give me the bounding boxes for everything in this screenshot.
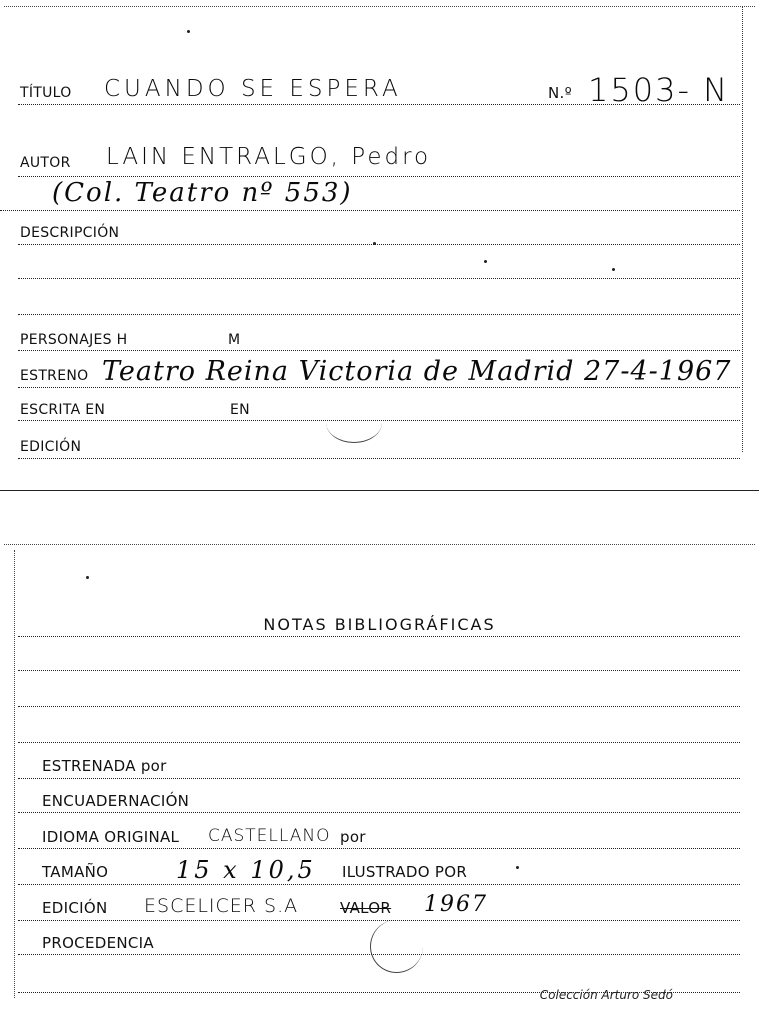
descripcion-line-3 xyxy=(18,314,740,315)
collection-credit: Colección Arturo Sedó xyxy=(539,988,673,1002)
descripcion-line-2 xyxy=(18,278,740,279)
escrita-en-label: EN xyxy=(230,402,250,418)
descripcion-label: DESCRIPCIÓN xyxy=(20,225,120,241)
notas-heading: NOTAS BIBLIOGRÁFICAS xyxy=(263,615,496,634)
estreno-label: ESTRENO xyxy=(20,368,89,384)
edicion-back-label: EDICIÓN xyxy=(42,899,108,917)
personajes-line xyxy=(18,350,740,351)
ilustrado-label: ILUSTRADO POR xyxy=(342,863,468,881)
scan-speck xyxy=(516,866,519,869)
card-right-edge xyxy=(742,6,743,452)
autor-label: AUTOR xyxy=(20,155,71,171)
edicion-back-value: ESCELICER S.A xyxy=(144,895,299,917)
titulo-line xyxy=(18,104,740,105)
idioma-line xyxy=(18,848,740,849)
catalog-card-front xyxy=(0,0,759,492)
estrenada-line xyxy=(18,778,740,779)
scan-speck xyxy=(612,268,615,271)
notas-line-4 xyxy=(18,742,740,743)
numero-label: N.º xyxy=(548,84,572,102)
escrita-label: ESCRITA EN xyxy=(20,402,106,418)
personajes-label: PERSONAJES H xyxy=(20,332,128,348)
estreno-value: Teatro Reina Victoria de Madrid 27-4-1967 xyxy=(102,356,732,387)
autor-line xyxy=(18,176,740,177)
descripcion-line-1 xyxy=(18,244,740,245)
notas-line-1 xyxy=(18,636,740,637)
punch-hole-mark-back xyxy=(370,920,423,973)
estreno-line xyxy=(18,387,740,388)
autor-line-2 xyxy=(0,210,740,211)
personajes-m-label: M xyxy=(228,332,241,348)
edicion-line xyxy=(18,458,740,459)
titulo-value: CUANDO SE ESPERA xyxy=(104,76,402,102)
tamano-value: 15 x 10,5 xyxy=(176,856,316,884)
procedencia-line xyxy=(18,954,740,955)
catalog-card-back xyxy=(0,540,759,1028)
autor-note: (Col. Teatro nº 553) xyxy=(52,178,353,208)
titulo-label: TÍTULO xyxy=(20,85,72,101)
notas-line-3 xyxy=(18,706,740,707)
valor-label: VALOR xyxy=(340,899,392,917)
estrenada-label: ESTRENADA por xyxy=(42,757,167,775)
encuadernacion-line xyxy=(18,812,740,813)
edicion-label: EDICIÓN xyxy=(20,439,82,455)
procedencia-label: PROCEDENCIA xyxy=(42,934,154,952)
autor-value: LAIN ENTRALGO, Pedro xyxy=(106,144,432,170)
card-top-edge xyxy=(4,6,755,7)
card-front-bottom-edge xyxy=(0,490,759,491)
encuadernacion-label: ENCUADERNACIÓN xyxy=(42,792,190,810)
notas-line-2 xyxy=(18,670,740,671)
edicion-year: 1967 xyxy=(424,892,488,917)
idioma-label: IDIOMA ORIGINAL xyxy=(42,828,180,846)
edicion-back-line xyxy=(18,920,740,921)
tamano-line xyxy=(18,884,740,885)
numero-value: 1503- N xyxy=(588,71,730,109)
tamano-label: TAMAÑO xyxy=(42,863,109,881)
scan-speck xyxy=(187,30,190,33)
punch-hole-mark xyxy=(326,402,382,443)
scan-speck xyxy=(86,576,89,579)
idioma-por-label: por xyxy=(340,828,366,846)
scan-speck xyxy=(484,260,487,263)
idioma-value: CASTELLANO xyxy=(208,826,331,846)
scan-speck xyxy=(373,242,376,245)
card-back-top-edge xyxy=(4,544,755,545)
